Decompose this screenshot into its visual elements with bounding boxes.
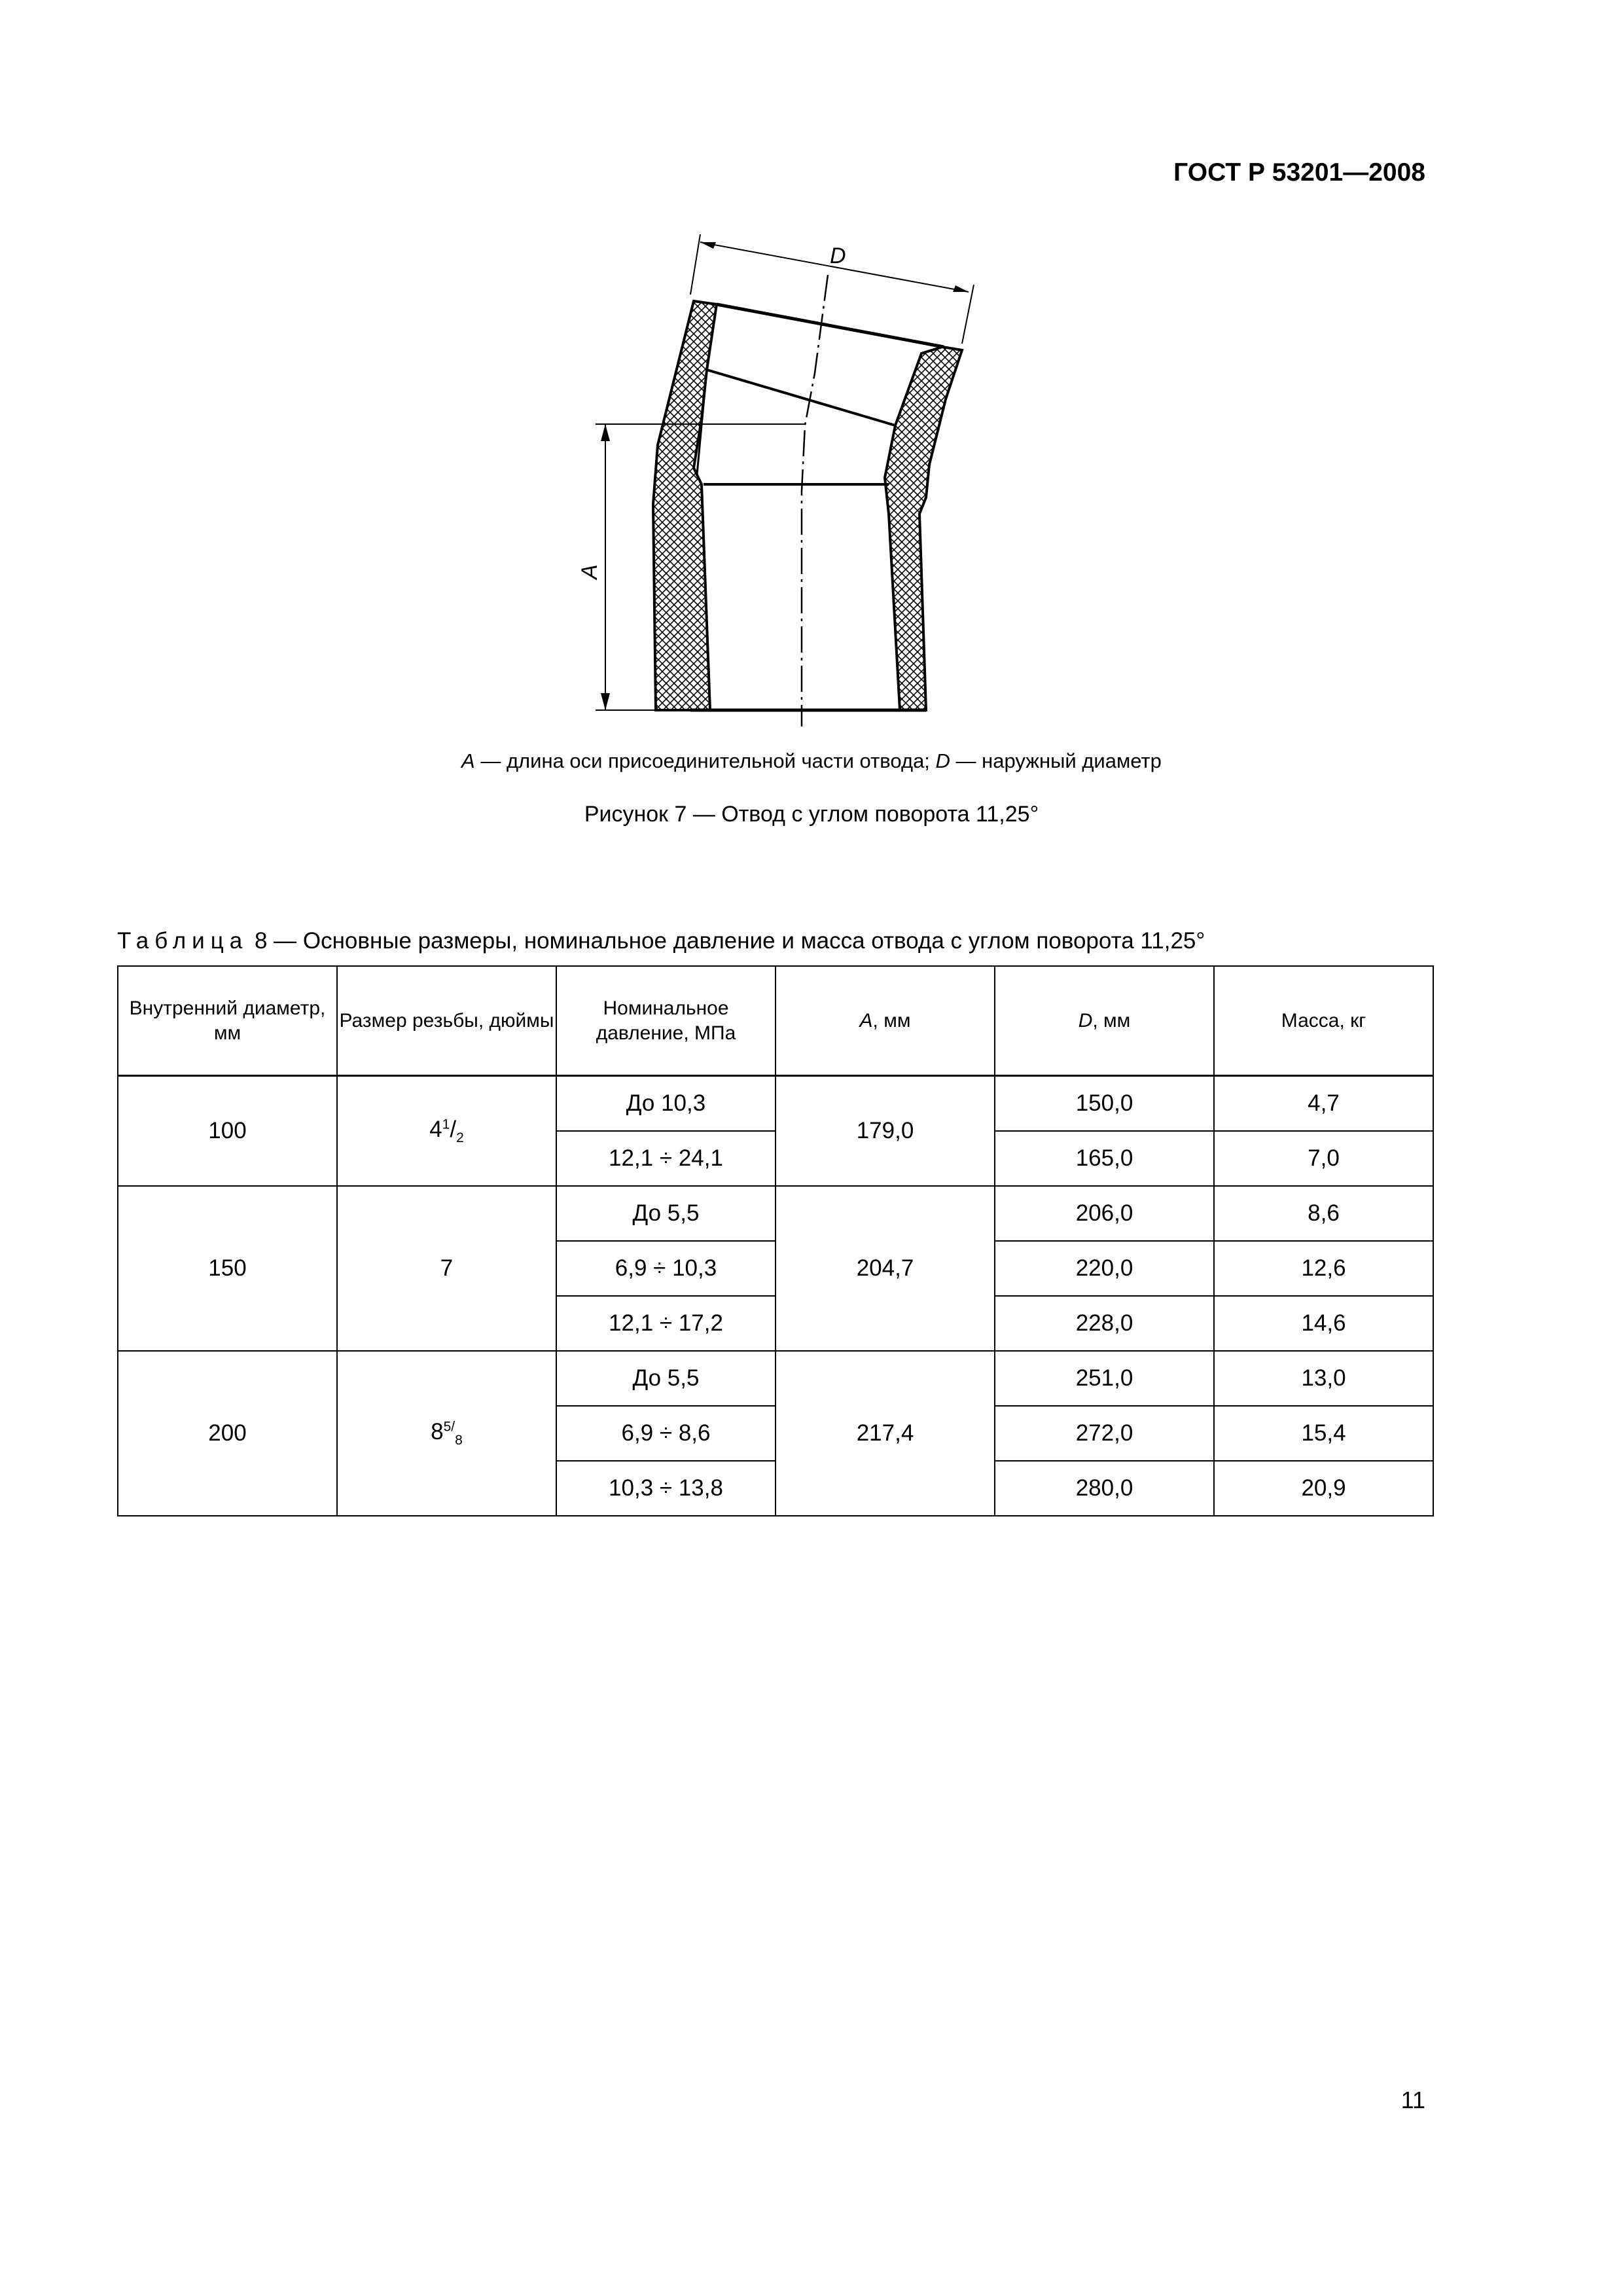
table-row [118,1186,1433,1241]
table-title [117,928,1205,954]
cell-thread-size: $4^1/_2$ [337,1076,556,1187]
cell-mass: 7,0 [1214,1131,1433,1186]
legend-a-symbol: A [461,749,475,772]
cell-pressure: До 5,5 [556,1186,776,1241]
cell-a: 179,0 [776,1076,995,1187]
cell-thread-size: 7 [337,1186,556,1351]
cell-mass: 8,6 [1214,1186,1433,1241]
cell-pressure: 12,1 ÷ 24,1 [556,1131,776,1186]
label-d: D [830,243,846,268]
cell-mass: 20,9 [1214,1461,1433,1516]
header-d-symbol: D [1078,1009,1093,1031]
cell-pressure: До 10,3 [556,1076,776,1132]
cell-d: 251,0 [995,1351,1214,1406]
cell-d: 150,0 [995,1076,1214,1132]
cell-mass: 13,0 [1214,1351,1433,1406]
header-d [995,966,1214,1076]
table-title-prefix: Таблица [117,928,249,954]
label-a: A [577,564,602,579]
cell-mass: 12,6 [1214,1241,1433,1296]
cell-inner-diameter: 150 [118,1186,337,1351]
cell-mass: 15,4 [1214,1406,1433,1461]
header-a [776,966,995,1076]
header-a-symbol: A [859,1009,873,1031]
cell-a: 204,7 [776,1186,995,1351]
cell-pressure: 10,3 ÷ 13,8 [556,1461,776,1516]
cell-mass: 14,6 [1214,1296,1433,1351]
header-mass: Масса, кг [1214,966,1433,1076]
cell-mass: 4,7 [1214,1076,1433,1132]
cell-inner-diameter: 100 [118,1076,337,1187]
cell-pressure: 6,9 ÷ 10,3 [556,1241,776,1296]
legend-d-symbol: D [935,749,950,772]
header-thread-size: Размер резьбы, дюймы [337,966,556,1076]
dimensions-table [117,965,1434,1516]
cell-d: 206,0 [995,1186,1214,1241]
table-row [118,1351,1433,1406]
cell-d: 272,0 [995,1406,1214,1461]
table-row [118,1076,1433,1132]
cell-pressure: 12,1 ÷ 17,2 [556,1296,776,1351]
legend-a-text: — длина оси присоединительной части отвода; [474,749,936,772]
cell-a: 217,4 [776,1351,995,1516]
cell-d: 220,0 [995,1241,1214,1296]
table-header-row [118,966,1433,1076]
cell-pressure: 6,9 ÷ 8,6 [556,1406,776,1461]
header-nominal-pressure: Номинальное давление, МПа [556,966,776,1076]
document-header: ГОСТ Р 53201—2008 [1173,158,1425,187]
table-title-text: 8 — Основные размеры, номинальное давление и масса отвода с углом поворота 11,25° [248,928,1205,954]
header-inner-diameter: Внутренний диаметр, мм [118,966,337,1076]
figure-legend [0,749,1623,773]
cell-d: 280,0 [995,1461,1214,1516]
cell-thread-size: $8^{5/}_8$ [337,1351,556,1516]
cell-d: 165,0 [995,1131,1214,1186]
elbow-drawing [576,216,995,726]
legend-d-text: — наружный диаметр [950,749,1162,772]
cell-inner-diameter: 200 [118,1351,337,1516]
cell-d: 228,0 [995,1296,1214,1351]
cell-pressure: До 5,5 [556,1351,776,1406]
page-number: 11 [1400,2087,1425,2113]
figure-caption: Рисунок 7 — Отвод с углом поворота 11,25° [584,802,1039,827]
header-a-unit: , мм [872,1009,911,1031]
elbow-drawing-svg [576,216,995,726]
header-d-unit: , мм [1092,1009,1131,1031]
